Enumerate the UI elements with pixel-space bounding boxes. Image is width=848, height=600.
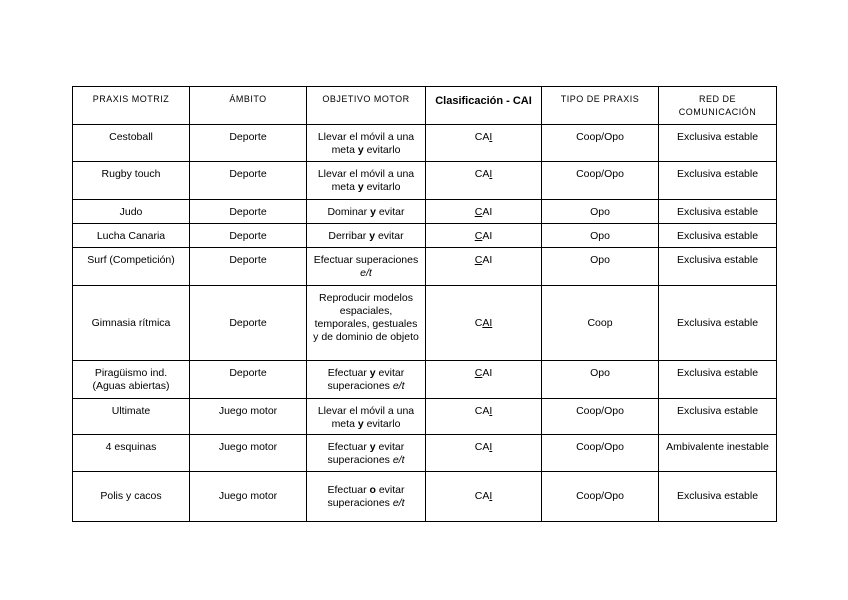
table-row xyxy=(73,286,777,361)
header-clasificacion-cai: Clasificación - CAI xyxy=(426,87,542,125)
objetivo-text: Efectuar xyxy=(327,441,370,453)
cai-text: AI xyxy=(482,254,493,266)
cai-text: CA xyxy=(474,168,490,180)
cai-cell xyxy=(426,399,542,435)
objetivo-text: Efectuar xyxy=(327,483,370,496)
tipo-cell: Coop/Opo xyxy=(542,162,659,200)
cai-text: CA xyxy=(474,131,490,143)
objetivo-text: Efectuar xyxy=(327,367,370,379)
red-cell: Ambivalente inestable xyxy=(659,435,777,472)
praxis-table xyxy=(72,86,777,522)
header-ambito: ÁMBITO xyxy=(190,87,307,125)
red-cell: Exclusiva estable xyxy=(659,361,777,399)
objetivo-cell xyxy=(307,224,426,248)
header-red-de-comunicacion: RED DE COMUNICACIÓN xyxy=(659,87,777,125)
ambito-cell: Deporte xyxy=(190,162,307,200)
tipo-cell: Opo xyxy=(542,361,659,399)
tipo-cell: Coop xyxy=(542,286,659,361)
objetivo-text: Llevar el móvil a una meta xyxy=(317,168,415,193)
table-row xyxy=(73,361,777,399)
cai-cell xyxy=(426,162,542,200)
objetivo-text: evitar xyxy=(375,230,404,242)
cai-cell xyxy=(426,248,542,286)
header-row xyxy=(73,87,777,125)
objetivo-cell xyxy=(307,399,426,435)
objetivo-emphasis: y xyxy=(357,418,364,430)
cai-cell xyxy=(426,435,542,472)
cai-text: CA xyxy=(474,405,490,417)
ambito-cell: Juego motor xyxy=(190,399,307,435)
objetivo-cell xyxy=(307,286,426,361)
cai-text: AI xyxy=(482,367,493,379)
table-row xyxy=(73,224,777,248)
table-row xyxy=(73,125,777,162)
cai-underlined: I xyxy=(489,168,493,180)
cai-underlined: C xyxy=(474,367,483,379)
cai-underlined: AI xyxy=(482,316,493,329)
red-cell: Exclusiva estable xyxy=(659,399,777,435)
objetivo-emphasis: y xyxy=(369,230,376,242)
objetivo-text: evitar xyxy=(375,206,405,218)
objetivo-text: evitar superaciones xyxy=(327,483,405,509)
objetivo-emphasis: y xyxy=(369,367,376,379)
objetivo-text: evitar superaciones xyxy=(327,367,405,392)
objetivo-cell xyxy=(307,200,426,224)
objetivo-text: evitarlo xyxy=(363,144,401,156)
table-row xyxy=(73,162,777,200)
header-tipo-de-praxis: TIPO DE PRAXIS xyxy=(542,87,659,125)
cai-cell xyxy=(426,200,542,224)
objetivo-text: evitar superaciones xyxy=(327,441,405,466)
praxis-cell: Piragüismo ind. (Aguas abiertas) xyxy=(73,361,190,399)
tipo-cell: Coop/Opo xyxy=(542,435,659,472)
praxis-cell: 4 esquinas xyxy=(73,435,190,472)
cai-underlined: C xyxy=(474,254,483,266)
ambito-cell: Juego motor xyxy=(190,435,307,472)
red-cell: Exclusiva estable xyxy=(659,224,777,248)
cai-underlined: I xyxy=(489,490,493,502)
tipo-cell: Coop/Opo xyxy=(542,472,659,522)
table-row xyxy=(73,472,777,522)
praxis-cell: Polis y cacos xyxy=(73,472,190,522)
red-cell: Exclusiva estable xyxy=(659,200,777,224)
praxis-cell: Gimnasia rítmica xyxy=(73,286,190,361)
objetivo-text: evitarlo xyxy=(363,418,401,430)
objetivo-text: Efectuar superaciones xyxy=(313,254,419,266)
tipo-cell: Opo xyxy=(542,248,659,286)
table-row xyxy=(73,435,777,472)
cai-underlined: C xyxy=(474,230,483,242)
objetivo-emphasis: e/t xyxy=(360,267,372,279)
red-cell: Exclusiva estable xyxy=(659,248,777,286)
objetivo-emphasis: e/t xyxy=(392,496,405,509)
objetivo-emphasis: y xyxy=(357,181,364,193)
objetivo-cell xyxy=(307,248,426,286)
praxis-cell: Judo xyxy=(73,200,190,224)
red-cell: Exclusiva estable xyxy=(659,472,777,522)
praxis-cell: Ultimate xyxy=(73,399,190,435)
table-row xyxy=(73,399,777,435)
tipo-cell: Opo xyxy=(542,200,659,224)
cai-underlined: I xyxy=(489,131,493,143)
objetivo-cell xyxy=(307,435,426,472)
cai-cell xyxy=(426,472,542,522)
red-cell: Exclusiva estable xyxy=(659,162,777,200)
tipo-cell: Coop/Opo xyxy=(542,125,659,162)
objetivo-emphasis: e/t xyxy=(392,454,405,466)
cai-cell xyxy=(426,286,542,361)
objetivo-text: Llevar el móvil a una meta xyxy=(317,405,415,430)
objetivo-text: Derribar xyxy=(328,230,370,242)
red-cell: Exclusiva estable xyxy=(659,125,777,162)
cai-text: AI xyxy=(482,206,493,218)
objetivo-emphasis: o xyxy=(369,483,376,496)
red-cell: Exclusiva estable xyxy=(659,286,777,361)
objetivo-text: evitarlo xyxy=(363,181,401,193)
cai-underlined: I xyxy=(489,441,493,453)
objetivo-cell xyxy=(307,162,426,200)
objetivo-emphasis: y xyxy=(370,206,376,218)
ambito-cell: Deporte xyxy=(190,248,307,286)
ambito-cell: Deporte xyxy=(190,361,307,399)
cai-text: CA xyxy=(474,441,490,453)
cai-text: C xyxy=(474,316,483,329)
cai-cell xyxy=(426,125,542,162)
cai-text: AI xyxy=(482,230,493,242)
table-row xyxy=(73,200,777,224)
praxis-cell: Lucha Canaria xyxy=(73,224,190,248)
header-objetivo-motor: OBJETIVO MOTOR xyxy=(307,87,426,125)
cai-underlined: C xyxy=(474,206,483,218)
objetivo-emphasis: y xyxy=(369,441,376,453)
cai-cell xyxy=(426,361,542,399)
objetivo-cell xyxy=(307,361,426,399)
tipo-cell: Opo xyxy=(542,224,659,248)
header-praxis-motriz: PRAXIS MOTRIZ xyxy=(73,87,190,125)
cai-cell xyxy=(426,224,542,248)
praxis-cell: Surf (Competición) xyxy=(73,248,190,286)
tipo-cell: Coop/Opo xyxy=(542,399,659,435)
praxis-cell: Rugby touch xyxy=(73,162,190,200)
objetivo-text: Reproducir modelos espaciales, temporales, gestuales y de dominio de objeto xyxy=(313,292,419,343)
table-row xyxy=(73,248,777,286)
objetivo-emphasis: y xyxy=(357,144,364,156)
ambito-cell: Deporte xyxy=(190,224,307,248)
ambito-cell: Juego motor xyxy=(190,472,307,522)
cai-text: CA xyxy=(474,490,490,502)
objetivo-cell xyxy=(307,125,426,162)
objetivo-cell xyxy=(307,472,426,522)
ambito-cell: Deporte xyxy=(190,286,307,361)
objetivo-text: Dominar xyxy=(327,206,371,218)
objetivo-text: Llevar el móvil a una meta xyxy=(317,131,415,156)
ambito-cell: Deporte xyxy=(190,200,307,224)
ambito-cell: Deporte xyxy=(190,125,307,162)
cai-underlined: I xyxy=(489,405,493,417)
praxis-cell: Cestoball xyxy=(73,125,190,162)
objetivo-emphasis: e/t xyxy=(392,380,405,392)
